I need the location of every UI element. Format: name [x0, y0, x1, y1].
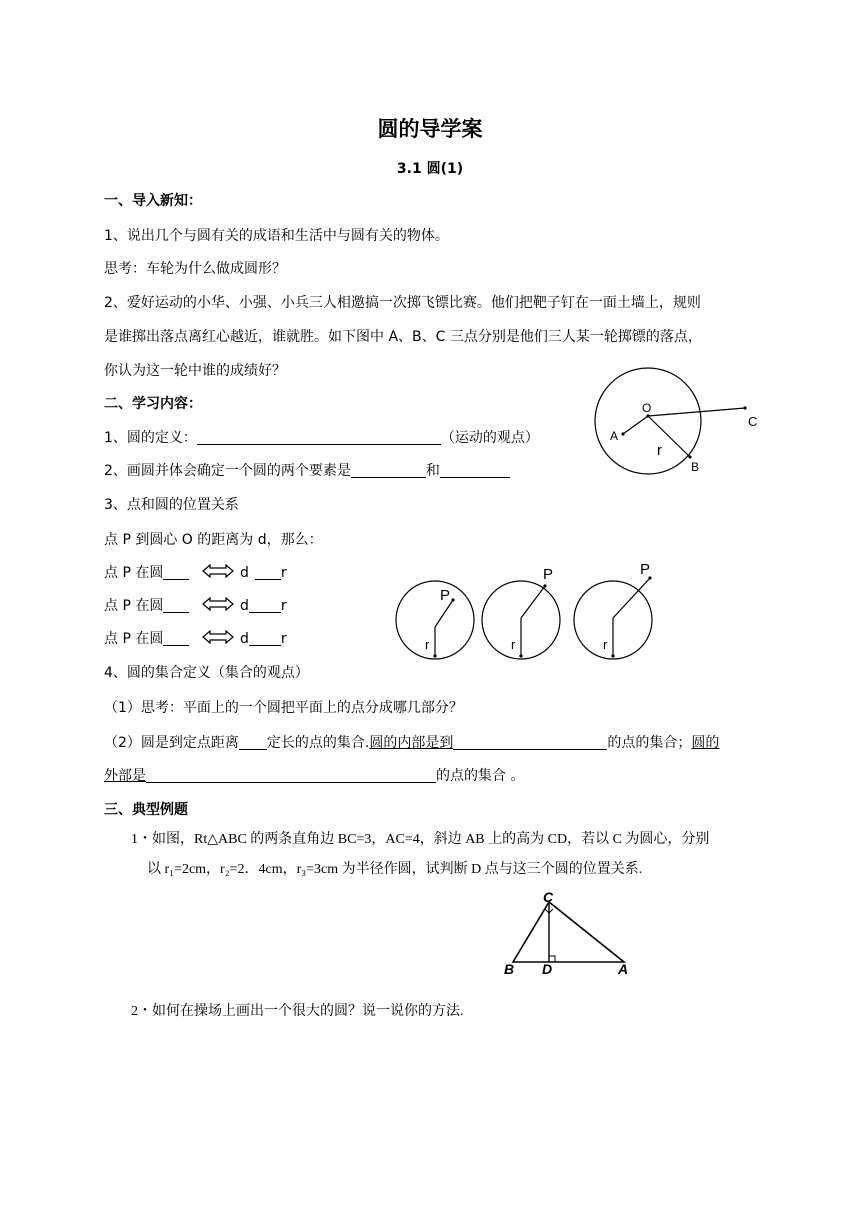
label-p-outside: P: [640, 561, 651, 578]
element2-blank[interactable]: [440, 463, 510, 478]
label-r-outside: r: [603, 637, 608, 652]
definition-prefix: 1、圆的定义：: [104, 430, 197, 446]
label-a: A: [610, 429, 619, 443]
set-q2-part-d: 的点的集合；: [607, 735, 692, 751]
label-b: B: [691, 460, 700, 474]
section1-q1: 1、说出几个与圆有关的成语和生活中与圆有关的物体。: [104, 228, 449, 244]
label-p-inside: P: [440, 587, 451, 604]
relation-row-1: [104, 564, 189, 582]
relation-point-label: 点 P 在圆: [104, 631, 164, 647]
section1-q2-line2: 是谁掷出落点离红心越近，谁就胜。如下图中 A、B、C 三点分别是他们三人某一轮掷镖的落点，: [104, 329, 702, 345]
relation-point-label: 点 P 在圆: [104, 565, 164, 581]
example1-line1: 1・如图，Rt△ABC 的两条直角边 BC=3，AC=4，斜边 AB 上的高为 CD，若以 C 为圆心，分别: [131, 832, 710, 847]
set-q2-part-c: 圆的内部是到: [369, 735, 454, 751]
relation-r: r: [280, 631, 287, 647]
double-arrow-icon: [202, 564, 234, 578]
page-subtitle: 3.1 圆(1): [396, 161, 464, 177]
label-r: r: [657, 442, 662, 459]
relation-blank-3[interactable]: [163, 631, 189, 646]
double-arrow-icon: [202, 597, 234, 611]
relation-blank-1[interactable]: [163, 565, 189, 580]
section1-q2-line3: 你认为这一轮中谁的成绩好？: [104, 363, 286, 379]
set-q2-blank-1[interactable]: [239, 735, 267, 750]
set-q2-part-e: 圆的: [691, 735, 720, 751]
relation-compare-blank-1[interactable]: [255, 565, 281, 580]
label-r-inside: r: [425, 637, 430, 652]
relation-row-3: [104, 630, 189, 648]
relation-row-2: [104, 597, 189, 615]
definition-blank[interactable]: [197, 430, 441, 445]
point-c-dot: [743, 406, 746, 409]
label-d: D: [542, 961, 553, 977]
label-o: O: [642, 401, 652, 415]
point-a-dot: [621, 432, 624, 435]
section1-think: 思考：车轮为什么做成圆形？: [104, 261, 286, 277]
element1-blank[interactable]: [351, 463, 426, 478]
relation-point-label: 点 P 在圆: [104, 598, 164, 614]
label-a: A: [618, 961, 629, 977]
set-def-heading: 4、圆的集合定义（集合的观点）: [104, 665, 309, 681]
relation-compare-3: [240, 630, 287, 648]
relation-d: d: [240, 598, 249, 614]
label-b: B: [504, 961, 515, 977]
label-p-on: P: [543, 566, 554, 583]
triangle-abc: [513, 902, 624, 962]
line-oa: [623, 416, 648, 434]
relation-blank-2[interactable]: [163, 598, 189, 613]
relation-compare-1: [240, 564, 287, 582]
relation-d: d: [240, 631, 249, 647]
example2: 2・如何在操场上画出一个很大的圆？说一说你的方法.: [131, 1004, 464, 1019]
set-q2-part-g: 的点的集合 。: [436, 768, 525, 784]
example1-line2: 以 r₁=2cm，r₂=2．4cm，r₃=3cm 为半径作圆，试判断 D 点与这三个圆的位置关系.: [147, 862, 643, 877]
set-question-2-line1: [104, 734, 719, 752]
elements-mid: 和: [425, 463, 440, 479]
relation-r: r: [280, 565, 287, 581]
set-q2-part-b: 定长的点的集合.: [266, 735, 370, 751]
page-title: 圆的导学案: [377, 117, 483, 141]
relation-compare-blank-2[interactable]: [249, 598, 281, 613]
section2-heading: 二、学习内容：: [104, 396, 202, 412]
set-q2-part-a: （2）圆是到定点距离: [104, 735, 239, 751]
set-q2-blank-2[interactable]: [453, 735, 607, 750]
set-q2-blank-3[interactable]: [146, 768, 436, 783]
set-question-2-line2: [104, 767, 524, 785]
section1-heading: 一、导入新知：: [104, 193, 202, 209]
double-arrow-icon: [202, 630, 234, 644]
definition-suffix: （运动的观点）: [440, 430, 539, 446]
distance-text: 点 P 到圆心 O 的距离为 d，那么：: [104, 532, 323, 548]
target-circle: [595, 368, 701, 474]
target-figure: [590, 360, 770, 490]
set-question-1: （1）思考：平面上的一个圆把平面上的点分成哪几部分？: [104, 700, 463, 716]
line-ob: [648, 416, 690, 457]
section1-q2-line1: 2、爱好运动的小华、小强、小兵三人相邀搞一次掷飞镖比赛。他们把靶子钉在一面土墙上，规则: [104, 295, 701, 311]
elements-prefix: 2、画圆并体会确定一个圆的两个要素是: [104, 463, 351, 479]
label-c: C: [748, 414, 758, 429]
relation-compare-2: [240, 597, 287, 615]
point-b-dot: [688, 455, 691, 458]
section3-heading: 三、典型例题: [104, 802, 188, 818]
relation-r: r: [280, 598, 287, 614]
elements-line: [104, 462, 510, 480]
position-circles-figure: [390, 560, 660, 665]
set-q2-part-f: 外部是: [104, 768, 146, 784]
relation-d: d: [240, 565, 249, 581]
label-c: C: [543, 890, 554, 905]
relation-heading: 3、点和圆的位置关系: [104, 497, 239, 513]
label-r-on: r: [511, 637, 516, 652]
definition-line: [104, 429, 539, 447]
line-oc: [648, 408, 745, 416]
triangle-figure: [500, 890, 640, 980]
relation-compare-blank-3[interactable]: [249, 631, 281, 646]
